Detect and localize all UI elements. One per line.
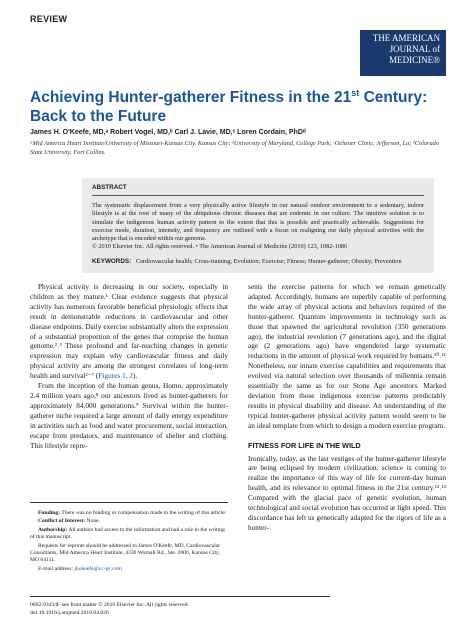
figures-link[interactable]: Figures 1, 2 <box>98 371 134 381</box>
footnote-text: None. <box>85 518 101 525</box>
email-label: E-mail address: <box>38 565 75 572</box>
footnote-reprints: Requests for reprints should be addressed to James O'Keefe, MD, Cardiovascular Consultants, Mid America Heart Institute, 4330 Wornall Rd., Ste. 2000, Kansas City, MO 64111. <box>30 542 221 564</box>
issn-line: 0002-9343/$ -see front matter © 2010 Elsevier Inc. All rights reserved. <box>30 602 189 608</box>
footnote-text: There was no funding or compensation made in the writing of this article: <box>60 510 227 516</box>
footnote-email <box>30 566 228 573</box>
paragraph <box>30 282 228 381</box>
paragraph: From the inception of the human genus, Homo, approximately 2.4 million years ago,⁸ our ancestors lived as hunter-gatherers for approximately 84,000 generations.⁹ Survival within the hunter-gatherer niche required a large amount of daily energy expenditure in activities such as food and water procurement, social interaction, escape from predators, and maintenance of shelter and clothing. This lifestyle repre- <box>30 381 228 450</box>
abstract-copyright: © 2010 Elsevier Inc. All rights reserved. • The American Journal of Medicine (2010) 123, 1082-1086 <box>92 243 348 251</box>
footnote-divider <box>30 502 228 503</box>
author-list: James H. O'Keefe, MD,ᵃ Robert Vogel, MD,ᵇ Carl J. Lavie, MD,ᶜ Loren Cordain, PhDᵈ <box>30 129 306 136</box>
footnote-conflict <box>30 518 228 525</box>
footnote-authorship <box>30 527 228 542</box>
abstract-text <box>92 202 424 252</box>
section-label: REVIEW <box>30 14 68 24</box>
footnote-text: All authors had access to the information and had a role in the writing of this manuscript. <box>30 526 225 541</box>
paragraph: sents the exercise patterns for which we remain genetically adapted. Accordingly, humans are superbly capable of performing the wide array of physical actions and behaviors required of the hunter-gatherer. Quantum improvements in technology such as those that spawned the agricultural revolution (350 generations ago), the industrial revolution (7 generations ago), and the digital age (2 generations ago) have engendered large systematic reductions in the amount of physical work required by humans.¹⁰˒¹¹ Nonetheless, our innate exercise capabilities and requirements that evolved via natural selection over thousands of millennia remain essentially the same as for our Stone Age ancestors. Marked deviation from those indigenous exercise patterns predictably results in physical disability and disease. An understanding of the typical hunter-gatherer physical activity pattern would seem to be an ideal template from which to design a modern exercise program. <box>248 282 446 430</box>
footnotes <box>30 510 228 574</box>
journal-logo <box>360 30 446 76</box>
bottom-meta <box>30 601 330 617</box>
doi-line: doi:10.1016/j.amjmed.2010.04.026 <box>30 610 109 616</box>
bottom-divider <box>30 596 330 597</box>
title-superscript: st <box>351 87 360 98</box>
left-column <box>30 282 228 450</box>
keywords-list: Cardiovascular health; Cross-training; Evolution; Exercise; Fitness; Hunter-gatherer; Obesity; Prevention <box>135 257 402 265</box>
email-link[interactable]: jhokeefe@cc-pc.com <box>74 565 122 572</box>
title-part2: Century: Back to the Future <box>30 89 428 125</box>
paragraph: Ironically, today, as the last vestiges of the hunter-gatherer lifestyle are being eclipsed by modern civilization, science is coming to realize the importance of this way of life for current-day human health, and its relevance to optimal fitness in the 21st century.¹²˒¹³ Compared with the glacial pace of genetic evolution, human technological and social evolution has occurred at light speed. This discordance has left us genetically adapted for the rigors of life as a hunter- <box>248 453 446 532</box>
keywords <box>92 258 424 266</box>
affiliations: ᵃMid America Heart Institute/University of Missouri-Kansas City, Kansas City; ᵇUniversity of Maryland, College Park; ᶜOchsner Clinic, Jefferson, La; ᵈColorado State University, Fort Collins. <box>30 140 439 156</box>
abstract-box <box>82 178 434 273</box>
title-part1: Achieving Hunter-gatherer Fitness in the 21 <box>30 89 352 106</box>
paragraph-text-end: ). <box>133 371 138 381</box>
journal-logo-line3: MEDICINE® <box>389 55 440 65</box>
article-title <box>30 88 450 126</box>
right-column <box>248 282 446 533</box>
footnote-funding <box>30 510 228 517</box>
abstract-heading: ABSTRACT <box>92 178 424 196</box>
abstract-body: The systematic displacement from a very physically active lifestyle in our natural outdoor environment to a sedentary, indoor lifestyle is at the root of many of the ubiquitous chronic diseases that are endemic in our culture. The intuitive solution is to simulate the indigenous human activity pattern to the extent that this is possible and practically achievable. Suggestions for exercise mode, duration, intensity, and frequency are outlined with a focus on realigning our daily physical activities with the archetype that is encoded within our genome. <box>92 202 424 243</box>
section-heading: FITNESS FOR LIFE IN THE WILD <box>248 440 361 450</box>
keywords-label: KEYWORDS: <box>92 257 132 265</box>
journal-logo-line1: THE AMERICAN <box>372 33 440 43</box>
footnote-label: Conflict of Interest: <box>38 518 86 525</box>
footnote-label: Authorship: <box>38 526 68 533</box>
journal-logo-line2: JOURNAL of <box>389 44 440 54</box>
footnote-label: Funding: <box>38 510 61 516</box>
paragraph-text: Physical activity is decreasing in our society, especially in children as they mature.¹ Clear evidence suggests that physical activity has numerous favorable beneficial physiologic effects that result in demonstrable reductions in cardiovascular and other disease endpoints. Daily exercise substantially alters the expression of a substantial proportion of the genes that comprise the human genome.²˒³ These profound and far-reaching changes in genetic expression may explain why cardiovascular fitness and daily physical activity are among the strongest correlates of long-term health and survival²⁻⁷ ( <box>30 282 228 381</box>
